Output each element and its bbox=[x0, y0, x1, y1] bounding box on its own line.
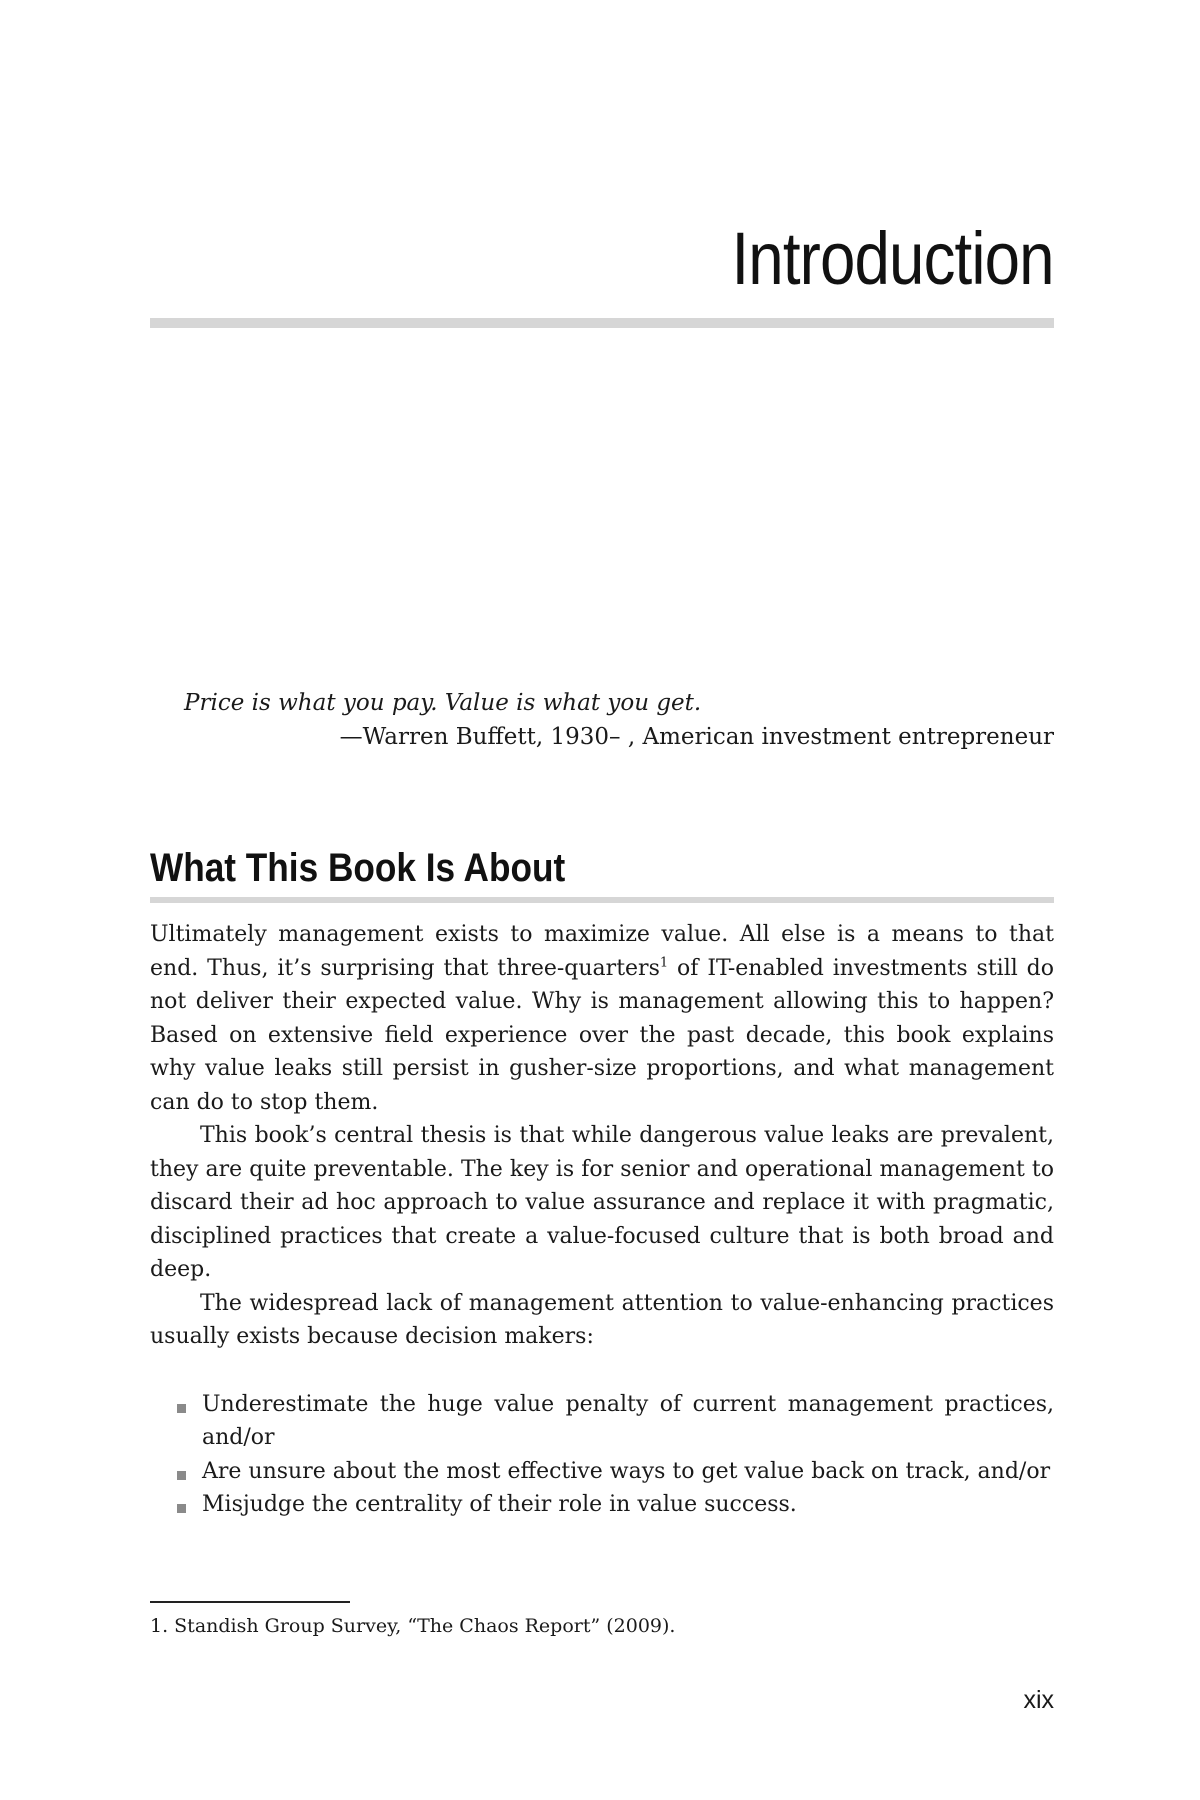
paragraph-1-text-a: Ultimately management exists to maximize value. All else is a means to that end. Thus, it’s surprising that three-quarters bbox=[150, 922, 1054, 981]
section-body bbox=[150, 918, 1054, 1522]
section-heading-rule bbox=[150, 897, 1054, 903]
list-item bbox=[150, 1455, 1054, 1489]
square-bullet-icon bbox=[177, 1504, 186, 1513]
paragraph-2: This book’s central thesis is that while dangerous value leaks are prevalent, they are quite preventable. The key is for senior and operational management to discard their ad hoc approach to value assurance and replace it with pragmatic, disciplined practices that create a value-focused culture that is both broad and deep. bbox=[150, 1123, 1054, 1282]
paragraph-3: The widespread lack of management attention to value-enhancing practices usually exists because decision makers: bbox=[150, 1290, 1054, 1349]
footnote-separator bbox=[150, 1601, 350, 1603]
epigraph-quote: Price is what you pay. Value is what you get. bbox=[184, 690, 702, 716]
epigraph bbox=[150, 686, 1054, 754]
footnote: 1. Standish Group Survey, “The Chaos Report” (2009). bbox=[150, 1615, 676, 1637]
list-item-text: Underestimate the huge value penalty of current management practices, and/or bbox=[202, 1391, 1054, 1450]
square-bullet-icon bbox=[177, 1471, 186, 1480]
paragraph-1-text-b: of IT-enabled investments still do not deliver their expected value. Why is management allowing this to happen? Based on extensive field experience over the past decade, this book explains why value leaks still persist in gusher-size proportions, and what management can do to stop them. bbox=[150, 955, 1054, 1115]
list-item-text: Are unsure about the most effective ways to get value back on track, and/or bbox=[202, 1458, 1051, 1484]
bullet-list bbox=[150, 1388, 1054, 1522]
paragraph-1 bbox=[150, 918, 1054, 1119]
chapter-title-rule bbox=[150, 318, 1054, 328]
footnote-reference: 1 bbox=[659, 955, 669, 971]
list-item-text: Misjudge the centrality of their role in value success. bbox=[202, 1492, 797, 1517]
epigraph-attribution: —Warren Buffett, 1930– , American investment entrepreneur bbox=[339, 724, 1054, 750]
list-item bbox=[150, 1488, 1054, 1522]
book-page bbox=[150, 0, 1054, 1800]
section-heading: What This Book Is About bbox=[150, 846, 566, 890]
list-item bbox=[150, 1388, 1054, 1455]
chapter-title: Introduction bbox=[731, 217, 1054, 300]
page-number: xix bbox=[1023, 1686, 1054, 1714]
square-bullet-icon bbox=[177, 1404, 186, 1413]
